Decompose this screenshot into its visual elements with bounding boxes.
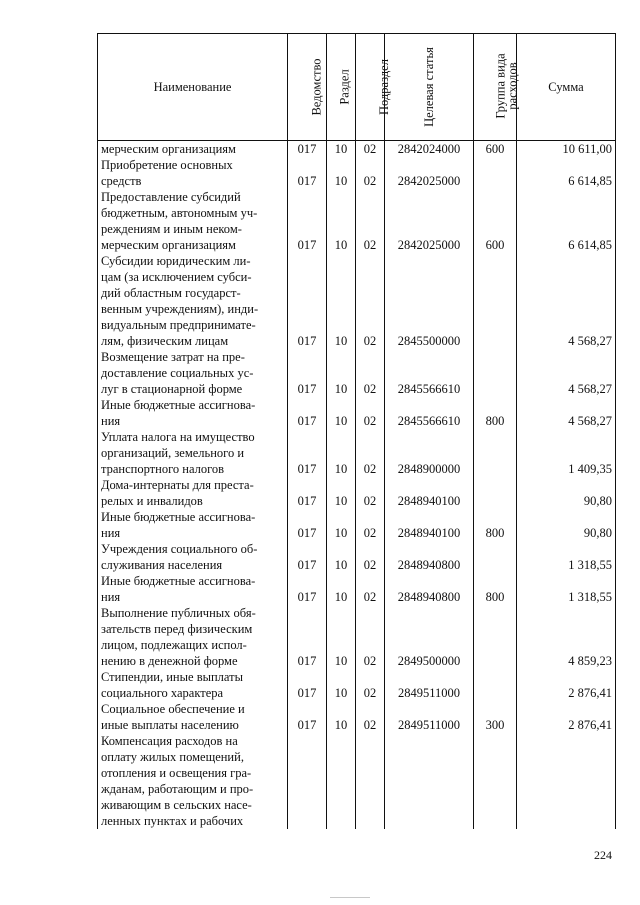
name-line: Иные бюджетные ассигнова- [101, 398, 256, 412]
name-cell [98, 349, 288, 397]
podrazdel-cell: 02 [356, 141, 385, 158]
header-summa: Сумма [517, 34, 616, 141]
podrazdel-cell: 02 [356, 605, 385, 669]
table-row [98, 701, 616, 733]
vedomstvo-cell: 017 [288, 141, 327, 158]
name-line: Субсидии юридическим ли- [101, 254, 251, 268]
name-line: Учреждения социального об- [101, 542, 258, 556]
summa-cell: 1 409,35 [517, 429, 616, 477]
name-cell [98, 253, 288, 349]
name-line: нению в денежной форме [101, 654, 238, 668]
tselevaya-statya-cell: 2848900000 [385, 429, 474, 477]
podrazdel-cell: 02 [356, 429, 385, 477]
budget-table [97, 33, 616, 829]
header-vedomstvo: Ведомство [288, 34, 327, 141]
name-cell [98, 573, 288, 605]
podrazdel-cell: 02 [356, 477, 385, 509]
table-row [98, 509, 616, 541]
name-line: Социальное обеспечение и [101, 702, 245, 716]
name-line: ния [101, 526, 121, 540]
name-line: Выполнение публичных обя- [101, 606, 256, 620]
summa-cell: 6 614,85 [517, 157, 616, 189]
name-cell [98, 189, 288, 253]
name-line: цам (за исключением субси- [101, 270, 252, 284]
vedomstvo-cell: 017 [288, 701, 327, 733]
tselevaya-statya-cell [385, 733, 474, 829]
header-name: Наименование [98, 34, 288, 141]
name-line: видуальным предпринимате- [101, 318, 256, 332]
name-cell [98, 397, 288, 429]
tselevaya-statya-cell: 2842025000 [385, 157, 474, 189]
name-line: лицом, подлежащих испол- [101, 638, 247, 652]
name-line: Компенсация расходов на [101, 734, 238, 748]
tselevaya-statya-cell: 2842024000 [385, 141, 474, 158]
razdel-cell: 10 [327, 253, 356, 349]
vedomstvo-cell: 017 [288, 541, 327, 573]
podrazdel-cell: 02 [356, 669, 385, 701]
tselevaya-statya-cell: 2849511000 [385, 701, 474, 733]
podrazdel-cell [356, 733, 385, 829]
razdel-cell: 10 [327, 669, 356, 701]
podrazdel-cell: 02 [356, 157, 385, 189]
name-line: Иные бюджетные ассигнова- [101, 510, 256, 524]
vedomstvo-cell: 017 [288, 573, 327, 605]
podrazdel-cell: 02 [356, 573, 385, 605]
name-line: Дома-интернаты для преста- [101, 478, 254, 492]
gruppa-vida-rashodov-cell [474, 253, 517, 349]
summa-cell: 90,80 [517, 509, 616, 541]
name-cell [98, 701, 288, 733]
header-tselevaya-statya: Целевая статья [385, 34, 474, 141]
name-line: средств [101, 174, 142, 188]
table-row [98, 157, 616, 189]
vedomstvo-cell: 017 [288, 429, 327, 477]
gruppa-vida-rashodov-cell: 600 [474, 189, 517, 253]
gruppa-vida-rashodov-cell [474, 541, 517, 573]
name-cell [98, 605, 288, 669]
vedomstvo-cell [288, 733, 327, 829]
table-row [98, 477, 616, 509]
vedomstvo-cell: 017 [288, 605, 327, 669]
name-line: лям, физическим лицам [101, 334, 229, 348]
razdel-cell: 10 [327, 573, 356, 605]
table-row [98, 189, 616, 253]
name-line: организаций, земельного и [101, 446, 245, 460]
gruppa-vida-rashodov-cell: 800 [474, 397, 517, 429]
tselevaya-statya-cell: 2848940800 [385, 573, 474, 605]
summa-cell: 1 318,55 [517, 573, 616, 605]
name-line: жданам, работающим и про- [101, 782, 254, 796]
vedomstvo-cell: 017 [288, 397, 327, 429]
scan-artifact [330, 897, 370, 898]
name-line: бюджетным, автономным уч- [101, 206, 258, 220]
name-cell [98, 541, 288, 573]
vedomstvo-cell: 017 [288, 349, 327, 397]
name-line: живающим в сельских насе- [101, 798, 252, 812]
razdel-cell: 10 [327, 541, 356, 573]
podrazdel-cell: 02 [356, 701, 385, 733]
name-line: доставление социальных ус- [101, 366, 254, 380]
table-header-row [98, 34, 616, 141]
razdel-cell [327, 733, 356, 829]
name-line: Приобретение основных [101, 158, 233, 172]
tselevaya-statya-cell: 2845566610 [385, 349, 474, 397]
name-line: дий областным государст- [101, 286, 241, 300]
vedomstvo-cell: 017 [288, 509, 327, 541]
gruppa-vida-rashodov-cell: 600 [474, 141, 517, 158]
gruppa-vida-rashodov-cell [474, 477, 517, 509]
table-row [98, 573, 616, 605]
razdel-cell: 10 [327, 349, 356, 397]
name-line: ния [101, 414, 121, 428]
razdel-cell: 10 [327, 605, 356, 669]
gruppa-vida-rashodov-cell [474, 669, 517, 701]
name-line: Иные бюджетные ассигнова- [101, 574, 256, 588]
gruppa-vida-rashodov-cell [474, 605, 517, 669]
summa-cell: 1 318,55 [517, 541, 616, 573]
table-row [98, 429, 616, 477]
table-row [98, 397, 616, 429]
name-line: транспортного налогов [101, 462, 225, 476]
name-line: мерческим организациям [101, 238, 236, 252]
gruppa-vida-rashodov-cell: 300 [474, 701, 517, 733]
name-line: Возмещение затрат на пре- [101, 350, 245, 364]
summa-cell: 2 876,41 [517, 701, 616, 733]
summa-cell: 10 611,00 [517, 141, 616, 158]
razdel-cell: 10 [327, 157, 356, 189]
tselevaya-statya-cell: 2845566610 [385, 397, 474, 429]
razdel-cell: 10 [327, 141, 356, 158]
name-cell [98, 141, 288, 158]
summa-cell: 2 876,41 [517, 669, 616, 701]
name-cell [98, 477, 288, 509]
summa-cell: 4 859,23 [517, 605, 616, 669]
summa-cell: 6 614,85 [517, 189, 616, 253]
name-line: ленных пунктах и рабочих [101, 814, 244, 828]
table-row [98, 349, 616, 397]
vedomstvo-cell: 017 [288, 669, 327, 701]
name-cell [98, 733, 288, 829]
razdel-cell: 10 [327, 429, 356, 477]
summa-cell: 4 568,27 [517, 397, 616, 429]
podrazdel-cell: 02 [356, 509, 385, 541]
razdel-cell: 10 [327, 477, 356, 509]
table-row [98, 733, 616, 829]
vedomstvo-cell: 017 [288, 253, 327, 349]
tselevaya-statya-cell: 2848940800 [385, 541, 474, 573]
vedomstvo-cell: 017 [288, 189, 327, 253]
name-line: Предоставление субсидий [101, 190, 241, 204]
name-line: социального характера [101, 686, 224, 700]
tselevaya-statya-cell: 2845500000 [385, 253, 474, 349]
tselevaya-statya-cell: 2849511000 [385, 669, 474, 701]
summa-cell: 90,80 [517, 477, 616, 509]
name-line: луг в стационарной форме [101, 382, 243, 396]
header-gruppa-vida-rashodov: Группа вида расходов [474, 34, 517, 141]
table-row [98, 253, 616, 349]
header-podrazdel: Подраздел [356, 34, 385, 141]
table-row [98, 141, 616, 158]
name-line: реждениям и иным неком- [101, 222, 242, 236]
podrazdel-cell: 02 [356, 541, 385, 573]
razdel-cell: 10 [327, 701, 356, 733]
name-line: ния [101, 590, 121, 604]
tselevaya-statya-cell: 2849500000 [385, 605, 474, 669]
name-line: релых и инвалидов [101, 494, 203, 508]
name-line: венным учреждениям), инди- [101, 302, 259, 316]
summa-cell: 4 568,27 [517, 349, 616, 397]
table-row [98, 605, 616, 669]
name-line: Стипендии, иные выплаты [101, 670, 244, 684]
gruppa-vida-rashodov-cell [474, 733, 517, 829]
podrazdel-cell: 02 [356, 253, 385, 349]
vedomstvo-cell: 017 [288, 477, 327, 509]
gruppa-vida-rashodov-cell: 800 [474, 573, 517, 605]
razdel-cell: 10 [327, 397, 356, 429]
name-cell [98, 669, 288, 701]
gruppa-vida-rashodov-cell [474, 429, 517, 477]
header-razdel: Раздел [327, 34, 356, 141]
table-row [98, 669, 616, 701]
table-row [98, 541, 616, 573]
name-cell [98, 157, 288, 189]
razdel-cell: 10 [327, 189, 356, 253]
podrazdel-cell: 02 [356, 349, 385, 397]
name-line: Уплата налога на имущество [101, 430, 255, 444]
summa-cell [517, 733, 616, 829]
gruppa-vida-rashodov-cell [474, 157, 517, 189]
page-number: 224 [594, 848, 612, 862]
name-line: зательств перед физическим [101, 622, 253, 636]
tselevaya-statya-cell: 2848940100 [385, 477, 474, 509]
vedomstvo-cell: 017 [288, 157, 327, 189]
name-line: оплату жилых помещений, [101, 750, 244, 764]
name-line: служивания населения [101, 558, 223, 572]
name-cell [98, 429, 288, 477]
name-cell [98, 509, 288, 541]
tselevaya-statya-cell: 2848940100 [385, 509, 474, 541]
razdel-cell: 10 [327, 509, 356, 541]
gruppa-vida-rashodov-cell: 800 [474, 509, 517, 541]
gruppa-vida-rashodov-cell [474, 349, 517, 397]
summa-cell: 4 568,27 [517, 253, 616, 349]
name-line: отопления и освещения гра- [101, 766, 252, 780]
tselevaya-statya-cell: 2842025000 [385, 189, 474, 253]
podrazdel-cell: 02 [356, 189, 385, 253]
table-body [98, 141, 616, 830]
podrazdel-cell: 02 [356, 397, 385, 429]
name-line: мерческим организациям [101, 142, 236, 156]
name-line: иные выплаты населению [101, 718, 239, 732]
